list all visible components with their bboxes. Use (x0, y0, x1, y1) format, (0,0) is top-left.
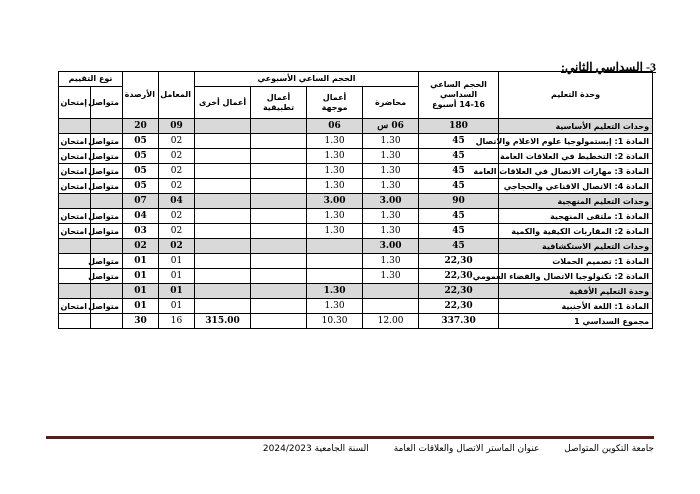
cell-semester-volume: 45 (419, 149, 499, 164)
header-credits: الأرصدة (123, 72, 159, 119)
cell-credits: 01 (123, 284, 159, 299)
cell-unit: وحدات التعليم المنهجية (499, 194, 653, 209)
cell-continuous: متواصل (91, 209, 123, 224)
cell-credits: 20 (123, 119, 159, 134)
cell-coefficient: 16 (159, 314, 195, 329)
table-row (59, 254, 653, 269)
cell-practical (251, 284, 307, 299)
cell-semester-volume: 45 (419, 239, 499, 254)
cell-coefficient: 01 (159, 254, 195, 269)
cell-coefficient: 01 (159, 269, 195, 284)
cell-practical (251, 254, 307, 269)
table-row (59, 179, 653, 194)
header-unit: وحدة التعليم (499, 72, 653, 119)
table-row (59, 269, 653, 284)
cell-other (195, 209, 251, 224)
footer-divider (46, 436, 654, 439)
cell-semester-volume: 22,30 (419, 269, 499, 284)
cell-continuous: متواصل (91, 179, 123, 194)
cell-other: 315.00 (195, 314, 251, 329)
cell-credits: 05 (123, 134, 159, 149)
cell-tutorial: 1.30 (307, 164, 363, 179)
cell-practical (251, 134, 307, 149)
cell-coefficient: 02 (159, 164, 195, 179)
cell-semester-volume: 45 (419, 134, 499, 149)
cell-practical (251, 299, 307, 314)
cell-lecture: 06 س (363, 119, 419, 134)
cell-tutorial: 1.30 (307, 299, 363, 314)
cell-continuous (91, 194, 123, 209)
cell-semester-volume: 22,30 (419, 284, 499, 299)
cell-continuous: متواصل (91, 269, 123, 284)
cell-lecture: 3.00 (363, 239, 419, 254)
cell-other (195, 224, 251, 239)
table-row (59, 119, 653, 134)
cell-unit: المادة 2: تكنولوجيا الاتصال والفضاء العمومي (499, 269, 653, 284)
table-row (59, 314, 653, 329)
cell-exam: امتحان (59, 299, 91, 314)
table-row (59, 134, 653, 149)
cell-coefficient: 04 (159, 194, 195, 209)
cell-other (195, 149, 251, 164)
cell-exam: امتحان (59, 164, 91, 179)
header-tutorial: أعمال موجهة (307, 87, 363, 119)
cell-unit: وحدات التعليم الأساسية (499, 119, 653, 134)
cell-exam (59, 314, 91, 329)
cell-other (195, 179, 251, 194)
cell-credits: 04 (123, 209, 159, 224)
cell-practical (251, 224, 307, 239)
cell-coefficient: 01 (159, 299, 195, 314)
cell-unit: المادة 2: التخطيط في العلاقات العامة (499, 149, 653, 164)
cell-exam: امتحان (59, 224, 91, 239)
cell-tutorial: 1.30 (307, 224, 363, 239)
cell-unit: المادة 2: المقاربات الكيفية والكمية (499, 224, 653, 239)
cell-continuous: متواصل (91, 164, 123, 179)
cell-practical (251, 209, 307, 224)
cell-lecture (363, 299, 419, 314)
cell-lecture: 1.30 (363, 134, 419, 149)
cell-tutorial: 1.30 (307, 209, 363, 224)
cell-lecture: 1.30 (363, 269, 419, 284)
cell-coefficient: 02 (159, 179, 195, 194)
footer-academic-year: السنة الجامعية 2024/2023 (262, 444, 369, 454)
cell-other (195, 269, 251, 284)
cell-coefficient: 02 (159, 134, 195, 149)
cell-coefficient: 01 (159, 284, 195, 299)
cell-other (195, 164, 251, 179)
cell-practical (251, 119, 307, 134)
cell-practical (251, 194, 307, 209)
header-semester-volume-line2: 14-16 أسبوع (432, 100, 485, 109)
cell-unit: المادة 1: تصميم الحملات (499, 254, 653, 269)
cell-lecture: 12.00 (363, 314, 419, 329)
cell-tutorial (307, 239, 363, 254)
cell-credits: 03 (123, 224, 159, 239)
cell-other (195, 284, 251, 299)
footer (241, 444, 654, 454)
cell-coefficient: 09 (159, 119, 195, 134)
cell-lecture: 1.30 (363, 254, 419, 269)
cell-tutorial: 1.30 (307, 179, 363, 194)
cell-tutorial: 3.00 (307, 194, 363, 209)
cell-exam (59, 119, 91, 134)
cell-lecture: 1.30 (363, 224, 419, 239)
header-semester-volume (419, 72, 499, 119)
cell-continuous (91, 239, 123, 254)
cell-lecture (363, 284, 419, 299)
cell-other (195, 194, 251, 209)
cell-semester-volume: 45 (419, 224, 499, 239)
cell-practical (251, 269, 307, 284)
cell-tutorial: 1.30 (307, 149, 363, 164)
header-lecture: محاضرة (363, 87, 419, 119)
table-row (59, 299, 653, 314)
cell-unit: مجموع السداسي 1 (499, 314, 653, 329)
cell-semester-volume: 45 (419, 179, 499, 194)
cell-unit: وحدات التعليم الاستكشافية (499, 239, 653, 254)
cell-lecture: 1.30 (363, 149, 419, 164)
cell-semester-volume: 337.30 (419, 314, 499, 329)
cell-lecture: 1.30 (363, 164, 419, 179)
table-row (59, 239, 653, 254)
cell-tutorial: 10.30 (307, 314, 363, 329)
cell-credits: 01 (123, 254, 159, 269)
cell-semester-volume: 180 (419, 119, 499, 134)
header-continuous: متواصل (91, 87, 123, 119)
table-row (59, 149, 653, 164)
cell-unit: المادة 3: مهارات الاتصال في العلاقات العامة (499, 164, 653, 179)
header-coefficient: المعامل (159, 72, 195, 119)
cell-credits: 07 (123, 194, 159, 209)
cell-continuous: متواصل (91, 149, 123, 164)
cell-coefficient: 02 (159, 149, 195, 164)
header-semester-volume-line1: الحجم الساعي السداسي (430, 80, 487, 99)
cell-unit: المادة 1: إبستمولوجيا علوم الاعلام والاتصال (499, 134, 653, 149)
cell-lecture: 3.00 (363, 194, 419, 209)
cell-semester-volume: 22,30 (419, 254, 499, 269)
header-other: أعمال أخرى (195, 87, 251, 119)
cell-unit: وحدة التعليم الأفقية (499, 284, 653, 299)
footer-master-title: عنوان الماستر الاتصال والعلاقات العامة (393, 444, 540, 454)
cell-exam: امتحان (59, 134, 91, 149)
cell-other (195, 239, 251, 254)
cell-continuous (91, 314, 123, 329)
cell-other (195, 119, 251, 134)
cell-exam (59, 194, 91, 209)
table-row (59, 284, 653, 299)
cell-credits: 01 (123, 269, 159, 284)
cell-continuous (91, 119, 123, 134)
cell-tutorial: 1.30 (307, 134, 363, 149)
cell-unit: المادة 1: اللغة الأجنبية (499, 299, 653, 314)
cell-continuous: متواصل (91, 299, 123, 314)
cell-continuous: متواصل (91, 134, 123, 149)
table-row (59, 194, 653, 209)
cell-continuous (91, 284, 123, 299)
cell-other (195, 134, 251, 149)
cell-continuous: متواصل (91, 224, 123, 239)
cell-tutorial (307, 254, 363, 269)
cell-practical (251, 239, 307, 254)
cell-tutorial: 06 (307, 119, 363, 134)
cell-coefficient: 02 (159, 209, 195, 224)
cell-exam: امتحان (59, 209, 91, 224)
cell-exam: امتحان (59, 179, 91, 194)
cell-practical (251, 164, 307, 179)
cell-unit: المادة 4: الاتصال الاقناعي والحجاجي (499, 179, 653, 194)
header-evaluation-type: نوع التقييم (59, 72, 123, 87)
table-row (59, 224, 653, 239)
cell-tutorial (307, 269, 363, 284)
cell-coefficient: 02 (159, 224, 195, 239)
section-heading: 3- السداسي الثاني: (561, 60, 656, 74)
cell-continuous: متواصل (91, 254, 123, 269)
cell-semester-volume: 22,30 (419, 299, 499, 314)
cell-unit: المادة 1: ملتقى المنهجية (499, 209, 653, 224)
table-row (59, 209, 653, 224)
cell-exam: امتحان (59, 149, 91, 164)
header-exam: إمتحان (59, 87, 91, 119)
table-row (59, 164, 653, 179)
cell-other (195, 254, 251, 269)
cell-other (195, 299, 251, 314)
curriculum-table (58, 71, 653, 329)
cell-credits: 05 (123, 164, 159, 179)
cell-exam (59, 269, 91, 284)
cell-coefficient: 02 (159, 239, 195, 254)
cell-lecture: 1.30 (363, 179, 419, 194)
cell-exam (59, 254, 91, 269)
cell-credits: 05 (123, 179, 159, 194)
footer-university: جامعة التكوين المتواصل (564, 444, 654, 454)
cell-practical (251, 179, 307, 194)
cell-semester-volume: 45 (419, 164, 499, 179)
cell-credits: 30 (123, 314, 159, 329)
cell-credits: 02 (123, 239, 159, 254)
cell-practical (251, 314, 307, 329)
header-practical: أعمال تطبيقية (251, 87, 307, 119)
cell-practical (251, 149, 307, 164)
header-weekly-volume: الحجم الساعي الأسبوعي (195, 72, 419, 87)
cell-credits: 01 (123, 299, 159, 314)
cell-tutorial: 1.30 (307, 284, 363, 299)
cell-semester-volume: 45 (419, 209, 499, 224)
cell-credits: 05 (123, 149, 159, 164)
cell-exam (59, 239, 91, 254)
cell-semester-volume: 90 (419, 194, 499, 209)
cell-exam (59, 284, 91, 299)
cell-lecture: 1.30 (363, 209, 419, 224)
